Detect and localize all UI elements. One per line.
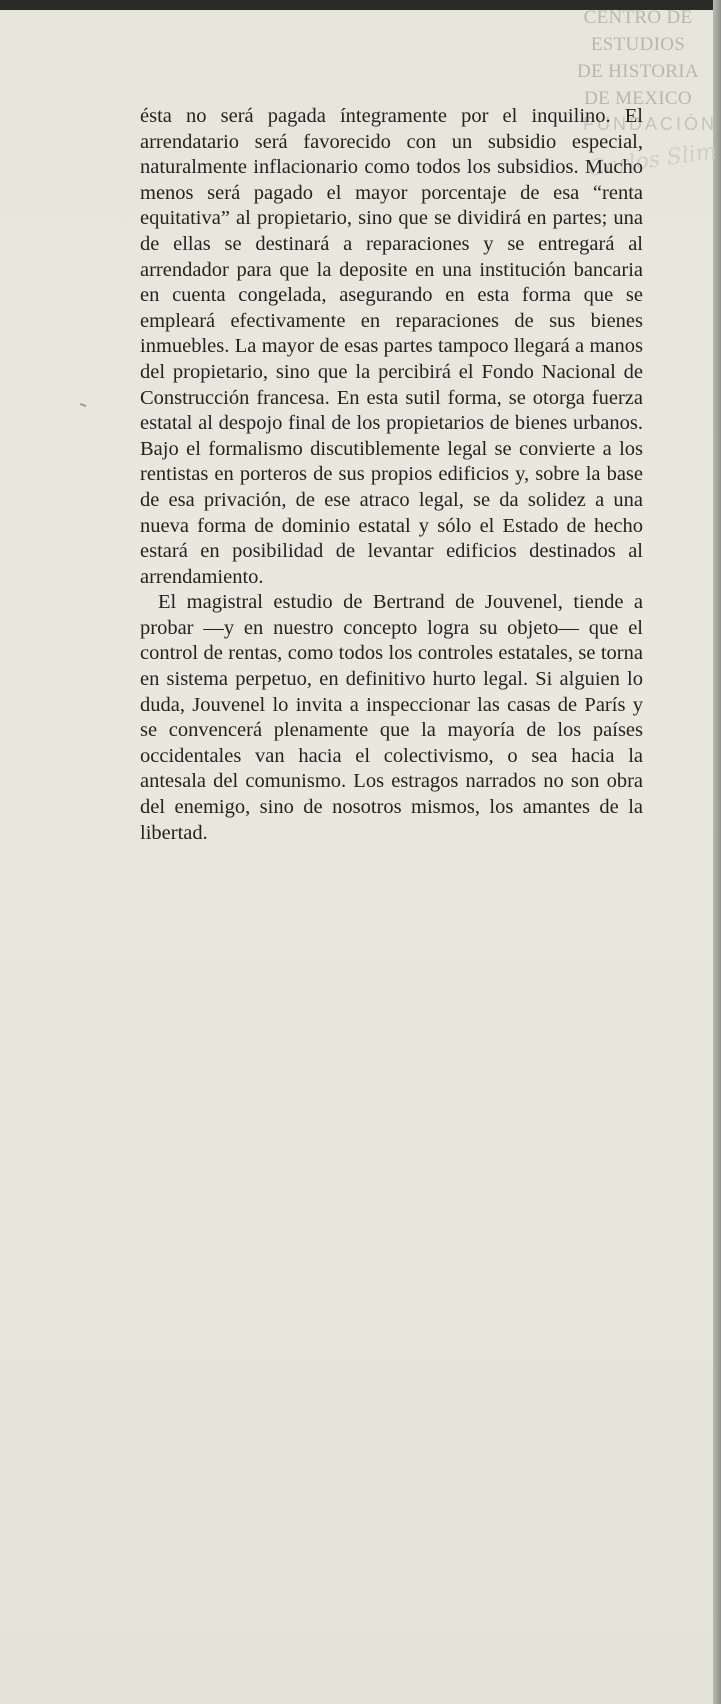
watermark-line: ESTUDIOS: [590, 34, 686, 55]
watermark-line: DE MEXICO: [584, 88, 692, 109]
watermark-line: CENTRO DE: [583, 7, 693, 28]
paragraph-1: ésta no será pagada íntegramente por el inquilino. El arrendatario será favorecido con un subsidio especial, naturalmente inflacionario como todos los subsidios. Mucho menos será pagado el mayor porcentaje de esa “renta equitativa” al propietario, sino que se dividirá en partes; una de ellas se destinará a reparaciones y se entregará al arrendador para que la deposite en una institución bancaria en cuenta congelada, asegurando en esta forma que se empleará efectivamente en reparaciones de sus bienes inmuebles. La mayor de esas partes tampoco llegará a manos del propietario, sino que la percibirá el Fondo Nacional de Construcción francesa. En esta sutil forma, se otorga fuerza estatal al despojo final de los propietarios de bienes urbanos. Bajo el formalismo discutiblemente legal se convierte a los rentistas en porteros de sus propios edificios y, sobre la base de esa privación, de ese atraco legal, se da solidez a una nueva forma de dominio estatal y sólo el Estado de hecho estará en posibilidad de levantar edificios destinados al arrendamiento.: [140, 105, 643, 588]
watermark-signature: Carlos Slim: [586, 139, 719, 182]
paragraph-2: El magistral estudio de Bertrand de Jouvenel, tiende a probar —y en nuestro concepto logra su objeto— que el control de rentas, como todos los controles estatales, se torna en sistema perpetuo, en definitivo hurto legal. Si alguien lo duda, Jouvenel lo invita a inspeccionar las casas de París y se convencerá plenamente que la mayoría de los países occidentales van hacia el colectivismo, o sea hacia la antesala del comunismo. Los estragos narrados no son obra del enemigo, sino de nosotros mismos, los amantes de la libertad.: [140, 591, 643, 844]
scan-speck: [80, 403, 86, 407]
body-text: [140, 104, 643, 846]
archive-watermark: [563, 4, 713, 112]
page-right-edge: [713, 0, 721, 1704]
watermark-foundation: FUNDACIÓN: [583, 114, 717, 134]
watermark-line: DE HISTORIA: [577, 61, 699, 82]
